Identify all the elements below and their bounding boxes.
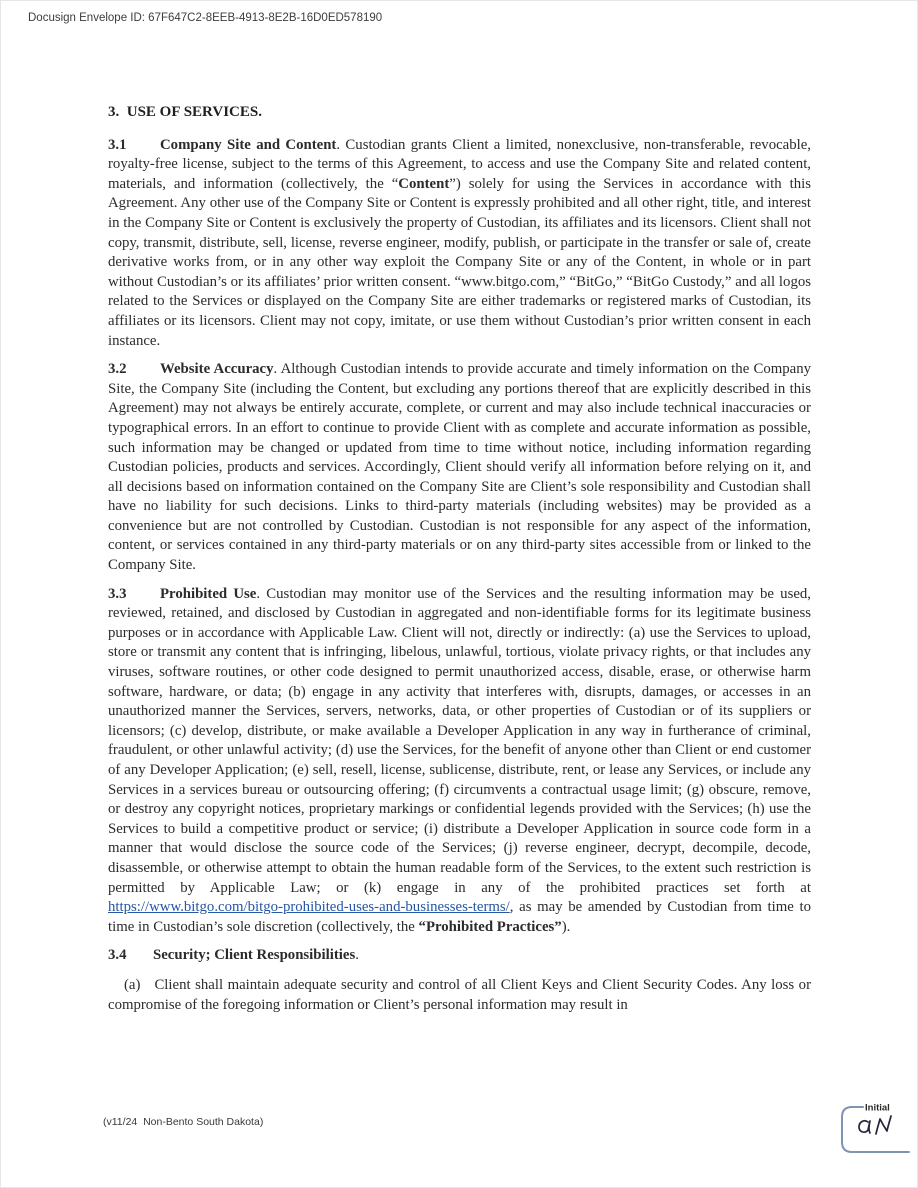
- paragraph-3-4: [108, 946, 811, 966]
- footer-version-label: (v11/24 Non-Bento South Dakota): [103, 1116, 264, 1128]
- text-run: .: [355, 947, 359, 964]
- text-run: Website Accuracy: [160, 361, 274, 378]
- prohibited-uses-link[interactable]: https://www.bitgo.com/bitgo-prohibited-uses-and-businesses-terms/: [108, 899, 510, 916]
- paragraph-3-2: [108, 360, 811, 576]
- clause-number-3-4: 3.4: [108, 947, 127, 964]
- text-run: Security; Client Responsibilities: [153, 947, 356, 964]
- clause-text-3-2: [108, 361, 811, 573]
- paragraph-3-3: [108, 585, 811, 938]
- clause-text-3-4: [153, 947, 359, 963]
- clause-number-3-2: 3.2: [108, 361, 127, 378]
- clause-text-3-1: [108, 137, 811, 349]
- clause-text-3-3: [108, 586, 811, 935]
- text-run: . Custodian may monitor use of the Services and the resulting information may be used, reviewed, retained, and disclosed by Custodian in aggregated and non-identifiable forms for its legitimate business purposes or in accordance with Applicable Law. Client will not, directly or indirectly: (a) use the Services to upload, store or transmit any content that is infringing, libelous, unlawful, tortious, violate privacy rights, or that includes any viruses, software routines, or other code designed to permit unauthorized access, disable, erase, or otherwise harm software, hardware, or data; (b) engage in any activity that interferes with, disrupts, damages, or accesses in an unauthorized manner the Services, servers, networks, data, or other properties of Custodian or of its suppliers or licensors; (c) develop, distribute, or make available a Developer Application in any way in furtherance of criminal, fraudulent, or other unlawful activity; (d) use the Services, for the benefit of anyone other than Client or end customer of any Developer Application; (e) sell, resell, license, sublicense, distribute, rent, or lease any Services, or include any Services in a services bureau or outsourcing offering; (f) circumvents a contractual usage limit; (g) obscure, remove, or destroy any copyright notices, proprietary markings or confidential legends provided with the Services; (h) use the Services to build a competitive product or service; (i) distribute a Developer Application in source code form in a manner that would disclose the source code of the Services; (j) reverse engineer, decrypt, decompile, decode, disassemble, or otherwise attempt to obtain the human readable form of the Services, to the extent such restriction is permitted by Applicable Law; or (k) engage in any of the prohibited practices set forth at: [108, 585, 811, 896]
- clause-number-3-1: 3.1: [108, 136, 127, 153]
- clause-text-3-4-a: [108, 977, 811, 1013]
- text-run: . Although Custodian intends to provide accurate and timely information on the Company Site, the Company Site (including the Content, but excluding any portions thereof that are explicitly described in this Agreement) may not always be entirely accurate, complete, or current and may also include technical inaccuracies or typographical errors. In an effort to continue to provide Client with as complete and accurate information as possible, such information may be changed or updated from time to time without notice, including information regarding Custodian policies, products and services. Accordingly, Client should verify all information before relying on it, and all decisions based on information contained on the Company Site are Client’s sole responsibility and Custodian shall have no liability for such decisions. Links to third-party materials (including websites) may be provided as a convenience but are not controlled by Custodian. Custodian is not responsible for any aspect of the information, content, or services contained in any third-party materials or on any third-party sites accessible from or linked to the Company Site.: [108, 361, 812, 574]
- clause-number-3-3: 3.3: [108, 585, 127, 602]
- paragraph-3-4-a: [108, 976, 811, 1015]
- text-run: Company Site and Content: [160, 136, 337, 153]
- initial-tab-graphic: [832, 1094, 918, 1180]
- initial-signing-tab[interactable]: [832, 1094, 918, 1180]
- section-heading: 3. USE OF SERVICES.: [108, 104, 262, 120]
- text-run: , as may be amended by Custodian from time to time in Custodian’s sole discretion (collectively, the: [108, 899, 811, 935]
- text-run: . Custodian grants Client a limited, nonexclusive, non-transferable, revocable, royalty-free license, subject to the terms of this Agreement, to access and use the Company Site and related content, materials, and information (collectively, the “: [108, 136, 812, 192]
- text-run: (a): [124, 976, 141, 993]
- paragraph-3-1: [108, 136, 811, 352]
- text-run: Prohibited Use: [160, 585, 257, 602]
- docusign-envelope-id: Docusign Envelope ID: 67F647C2-8EEB-4913-8E2B-16D0ED578190: [28, 12, 383, 24]
- document-body: [108, 103, 811, 1024]
- initial-tab-label: Initial: [865, 1102, 890, 1114]
- text-run: Client shall maintain adequate security and control of all Client Keys and Client Security Codes. Any loss or compromise of the foregoing information or Client’s personal information may result in: [108, 976, 811, 1013]
- text-run: ).: [561, 918, 571, 935]
- handwritten-initials: [859, 1116, 891, 1134]
- initial-box-outline: [842, 1107, 909, 1152]
- text-run: “Prohibited Practices”: [418, 918, 562, 935]
- text-run: ”) solely for using the Services in accordance with this Agreement. Any other use of the Company Site or Content is expressly prohibited and all other right, title, and interest in the Company Site or Content is exclusively the property of Custodian, its affiliates and its licensors. Client shall not copy, transmit, distribute, sell, license, reverse engineer, modify, publish, or participate in the transfer or sale of, create derivative works from, or in any other way exploit the Company Site or any of the Content, in whole or in part without Custodian’s or its affiliates’ prior written consent. “www.bitgo.com,” “BitGo,” “BitGo Custody,” and all logos related to the Services or displayed on the Company Site are either trademarks or registered marks of Custodian, its affiliates or its licensors. Client may not copy, imitate, or use them without Custodian’s prior written consent in each instance.: [108, 175, 811, 349]
- text-run: Content: [398, 175, 450, 192]
